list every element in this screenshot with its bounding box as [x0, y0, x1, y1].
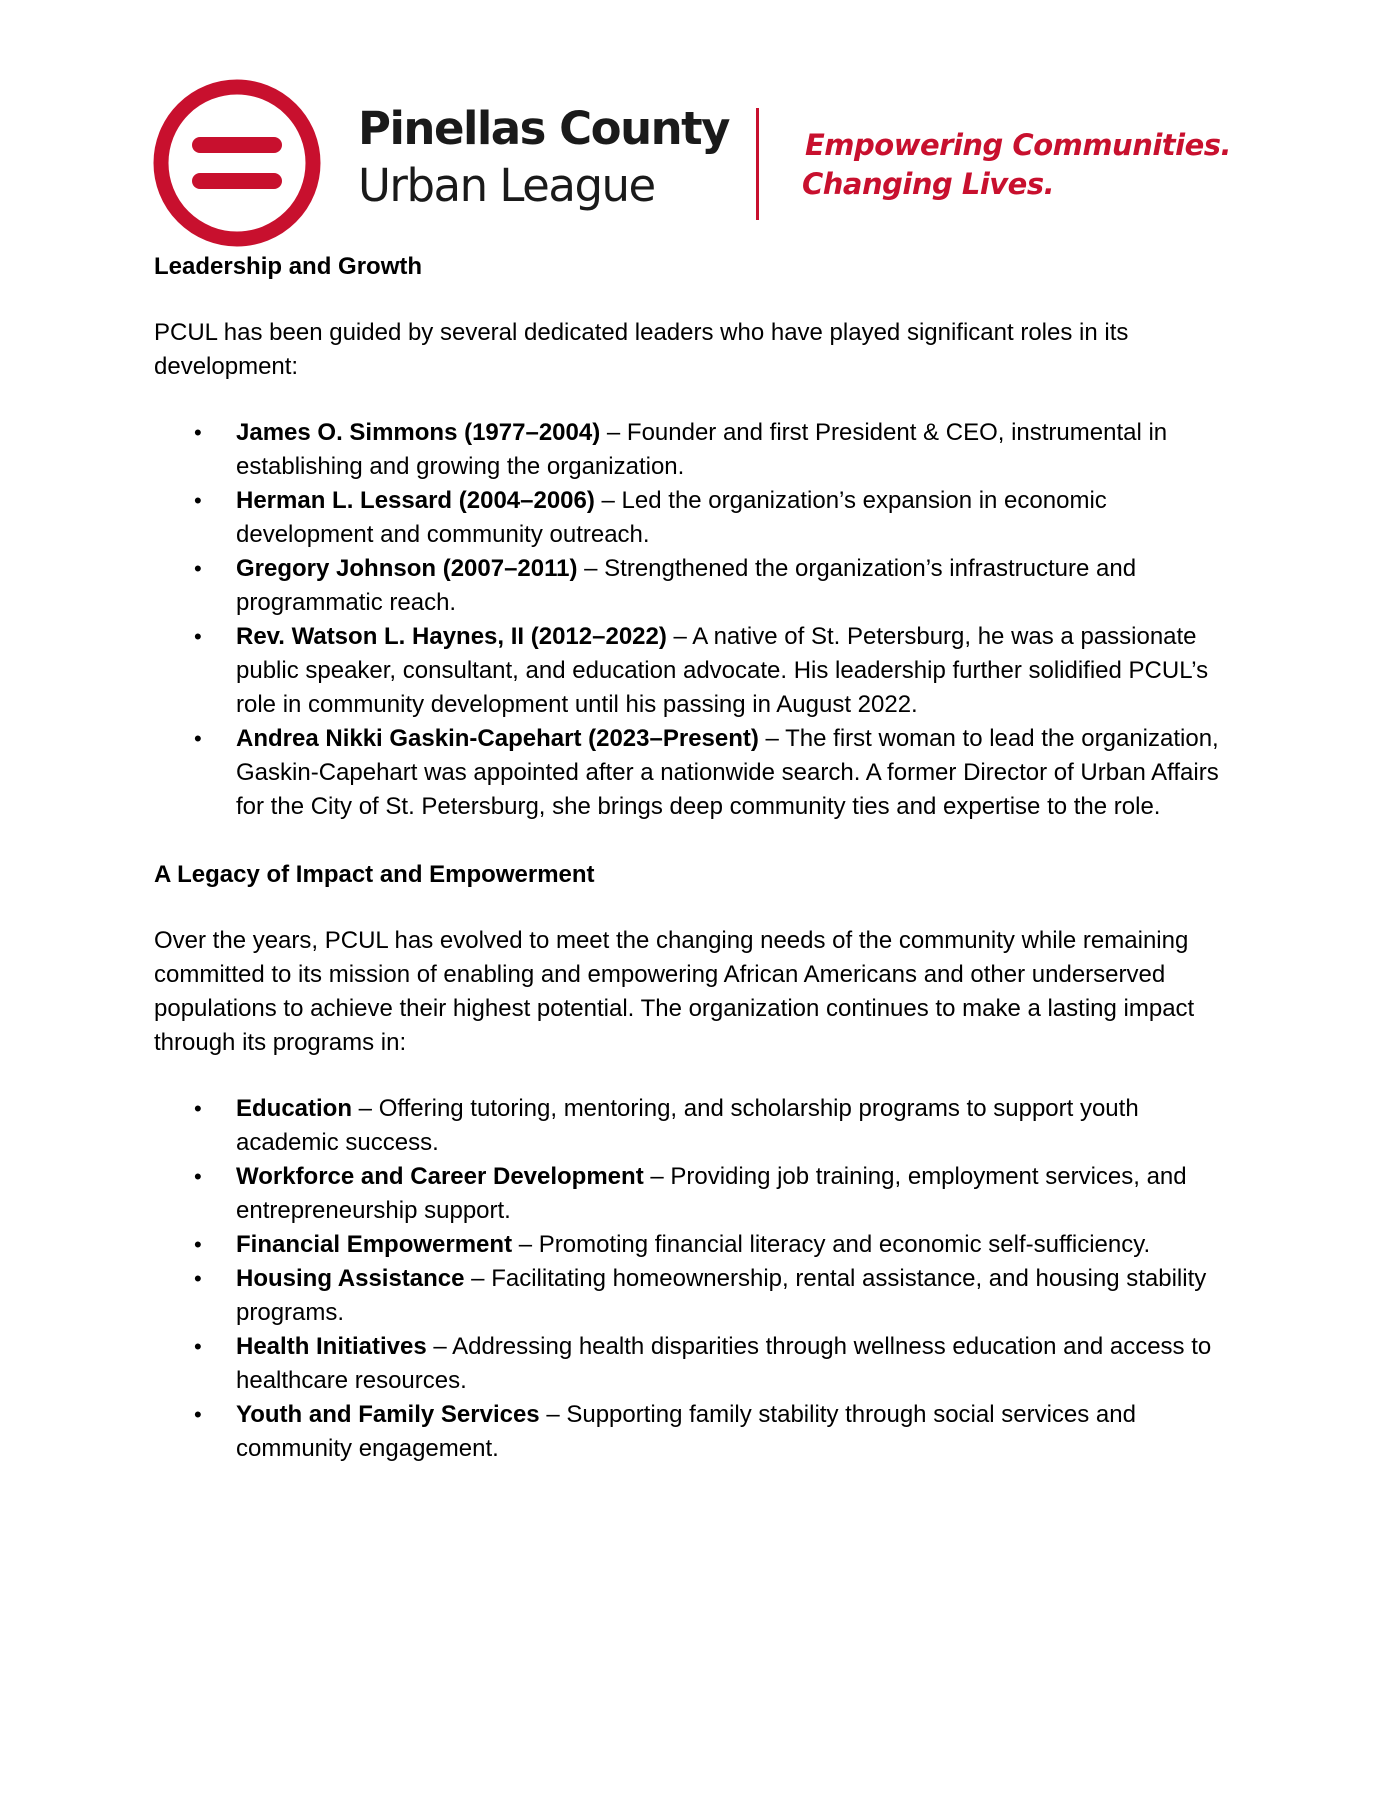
list-item-description: – Facilitating homeownership, rental assistance, and housing stability programs. — [236, 1265, 1207, 1326]
bullet-icon: • — [194, 1164, 202, 1189]
leader-list-item — [154, 484, 1224, 552]
list-item-description: – Addressing health disparities through wellness education and access to healthcare resources. — [236, 1333, 1212, 1394]
programs-list — [154, 1092, 1224, 1466]
leaders-list — [154, 416, 1224, 824]
document-body — [154, 250, 1224, 1466]
list-item-title: Andrea Nikki Gaskin-Capehart (2023–Present) — [236, 725, 759, 752]
list-item-description: – A native of St. Petersburg, he was a passionate public speaker, consultant, and education advocate. His leadership further solidified PCUL’s role in community development until his passing in August 2022. — [236, 623, 1209, 718]
program-list-item — [154, 1228, 1224, 1262]
list-item-title: Youth and Family Services — [236, 1401, 540, 1428]
bullet-icon: • — [194, 624, 202, 649]
bullet-icon: • — [194, 1266, 202, 1291]
list-item-description: – The first woman to lead the organization, Gaskin-Capehart was appointed after a nationwide search. A former Director of Urban Affairs for the City of St. Petersburg, she brings deep community ties and expertise to the role. — [236, 725, 1219, 820]
section-heading-legacy: A Legacy of Impact and Empowerment — [154, 861, 595, 888]
list-item-title: Financial Empowerment — [236, 1231, 513, 1258]
urban-league-equals-logo-icon — [152, 78, 322, 248]
list-item-title: Health Initiatives — [236, 1333, 427, 1360]
list-item-title: Workforce and Career Development — [236, 1163, 644, 1190]
tagline — [802, 126, 1231, 204]
org-name-line1: Pinellas County — [358, 102, 729, 155]
bullet-icon: • — [194, 488, 202, 513]
leader-list-item — [154, 620, 1224, 722]
leader-list-item — [154, 552, 1224, 620]
bullet-icon: • — [194, 726, 202, 751]
list-item-description: – Supporting family stability through social services and community engagement. — [236, 1401, 1136, 1462]
tagline-line2: Changing Lives. — [802, 167, 1055, 201]
list-item-description: – Offering tutoring, mentoring, and scholarship programs to support youth academic success. — [236, 1095, 1139, 1156]
bullet-icon: • — [194, 1402, 202, 1427]
list-item-description: – Led the organization’s expansion in economic development and community outreach. — [236, 487, 1107, 548]
list-item-title: James O. Simmons (1977–2004) — [236, 419, 601, 446]
program-list-item — [154, 1398, 1224, 1466]
program-list-item — [154, 1330, 1224, 1398]
list-item-title: Housing Assistance — [236, 1265, 465, 1292]
section-heading-leadership: Leadership and Growth — [154, 253, 423, 280]
list-item-title: Gregory Johnson (2007–2011) — [236, 555, 578, 582]
header-divider — [756, 108, 759, 220]
program-list-item — [154, 1160, 1224, 1228]
list-item-description: – Strengthened the organization’s infrastructure and programmatic reach. — [236, 555, 1137, 616]
bullet-icon: • — [194, 420, 202, 445]
bullet-icon: • — [194, 556, 202, 581]
program-list-item — [154, 1262, 1224, 1330]
bullet-icon: • — [194, 1096, 202, 1121]
list-item-description: – Providing job training, employment services, and entrepreneurship support. — [236, 1163, 1187, 1224]
list-item-title: Rev. Watson L. Haynes, II (2012–2022) — [236, 623, 667, 650]
bullet-icon: • — [194, 1334, 202, 1359]
leader-list-item — [154, 722, 1224, 824]
list-item-description: – Promoting financial literacy and economic self-sufficiency. — [512, 1231, 1151, 1258]
organization-name — [358, 100, 729, 214]
leadership-intro: PCUL has been guided by several dedicated leaders who have played significant roles in its development: — [154, 319, 1129, 380]
org-name-line2: Urban League — [358, 159, 655, 212]
tagline-line1: Empowering Communities. — [805, 128, 1232, 162]
legacy-intro: Over the years, PCUL has evolved to meet the changing needs of the community while remaining committed to its mission of enabling and empowering African Americans and other underserved populations to achieve their highest potential. The organization continues to make a lasting impact through its programs in: — [154, 927, 1195, 1056]
list-item-title: Herman L. Lessard (2004–2006) — [236, 487, 595, 514]
letterhead — [152, 78, 1232, 248]
bullet-icon: • — [194, 1232, 202, 1257]
program-list-item — [154, 1092, 1224, 1160]
leader-list-item — [154, 416, 1224, 484]
list-item-description: – Founder and first President & CEO, instrumental in establishing and growing the organization. — [236, 419, 1168, 480]
list-item-title: Education — [236, 1095, 353, 1122]
